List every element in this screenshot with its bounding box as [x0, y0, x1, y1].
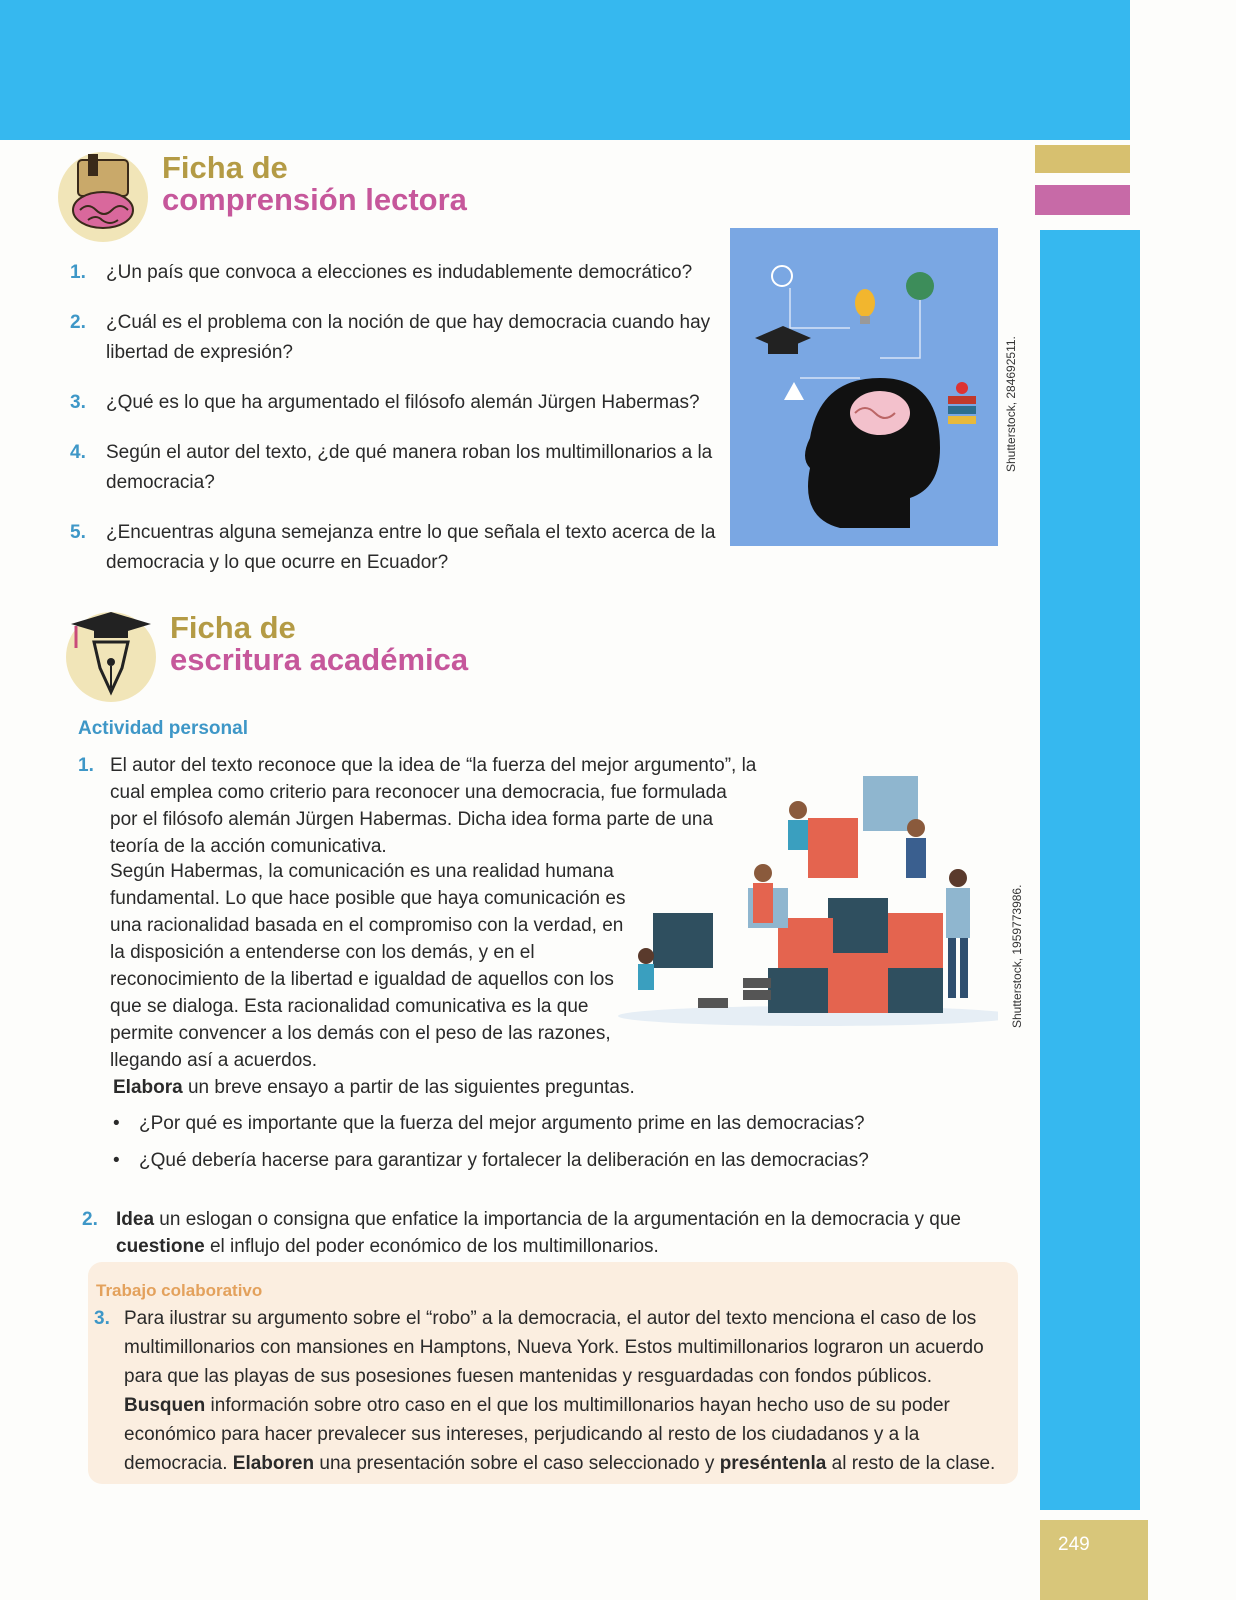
question-text: ¿Qué es lo que ha argumentado el filósofo alemán Jürgen Habermas? — [106, 392, 700, 413]
item-3-number: 3. — [94, 1308, 110, 1329]
item-1-instruction — [113, 1074, 813, 1101]
item-1-instruction-text: un breve ensayo a partir de las siguientes preguntas. — [182, 1077, 635, 1098]
puzzle-teamwork-illustration — [598, 748, 998, 1030]
question-item — [70, 258, 730, 288]
collaborative-work-label: Trabajo colaborativo — [96, 1281, 263, 1300]
question-item — [70, 308, 730, 368]
comprension-header — [58, 152, 467, 242]
image-credit: Shutterstock, 1959773986. — [1010, 884, 1024, 1028]
item-3-text-1: información sobre otro caso en el que los multimillonarios hayan hecho uso de su poder económico para hacer prevalecer sus intereses, perjudicando al resto de los ciudadanos y a la democracia. — [124, 1395, 950, 1474]
desk-globe-icon — [906, 272, 934, 300]
item-2-text-2: el influjo del poder económico de los multimillonarios. — [204, 1236, 659, 1257]
question-text: ¿Un país que convoca a elecciones es indudablemente democrático? — [106, 262, 693, 283]
question-text: Según el autor del texto, ¿de qué manera roban los multimillonarios a la democracia? — [106, 442, 713, 493]
essay-question-list — [113, 1110, 913, 1184]
comprension-question-list — [70, 258, 730, 598]
essay-question: ¿Qué debería hacerse para garantizar y fortalecer la deliberación en las democracias? — [139, 1150, 869, 1171]
essay-question: ¿Por qué es importante que la fuerza del mejor argumento prime en las democracias? — [139, 1113, 865, 1134]
escritura-title-line1: Ficha de — [170, 610, 296, 645]
list-item: • ¿Por qué es importante que la fuerza del mejor argumento prime en las democracias? — [113, 1110, 913, 1137]
item-1-instruction-verb: Elabora — [113, 1077, 183, 1098]
item-3-text-3: al resto de la clase. — [826, 1453, 996, 1474]
question-number: 4. — [70, 442, 86, 463]
item-1-paragraph-1: El autor del texto reconoce que la idea de “la fuerza del mejor argumento”, la cual emplea como criterio para reconocer una democracia, fue formulada por el filósofo alemán Jürgen Habermas. Dicha idea forma parte de una teoría de la acción comunicativa. — [110, 755, 757, 857]
item-3 — [94, 1304, 1010, 1478]
comprension-title-line1: Ficha de — [162, 150, 288, 185]
question-number: 3. — [70, 392, 86, 413]
list-item: • ¿Qué debería hacerse para garantizar y fortalecer la deliberación en las democracias? — [113, 1147, 913, 1174]
item-3-paragraph: Para ilustrar su argumento sobre el “robo” a la democracia, el autor del texto menciona el caso de los multimillonarios con mansiones en Hamptons, Nueva York. Estos multimillonarios lograron un acuerdo para que las playas de sus posesiones fuesen mantenidas y resguardadas con fondos públicos. — [124, 1308, 984, 1387]
item-2-text-1: un eslogan o consigna que enfatice la importancia de la argumentación en la democracia y que — [154, 1209, 961, 1230]
item-1-paragraph-2: Según Habermas, la comunicación es una realidad humana fundamental. Lo que hace posible que haya comunicación es una racionalidad basada en el compromiso con la verdad, en la disposición a entenderse con los demás, y en el reconocimiento de la libertad e igualdad de aquellos con los que se dialoga. Esta racionalidad comunicativa es la que permite convencer a los demás con el peso de las razones, llegando así a acuerdos. — [110, 861, 626, 1071]
question-number: 1. — [70, 262, 86, 283]
brain-icon — [850, 391, 910, 435]
section-tab-gold — [1035, 145, 1130, 173]
question-text: ¿Cuál es el problema con la noción de que hay democracia cuando hay libertad de expresión? — [106, 312, 711, 363]
books-icon — [948, 396, 976, 404]
question-item — [70, 438, 730, 498]
lightbulb-icon — [855, 289, 875, 317]
image-credit: Shutterstock, 284692511. — [1004, 336, 1018, 472]
pen-nib-icon — [66, 612, 156, 702]
item-2-verb-2: cuestione — [116, 1236, 205, 1257]
item-3-verb-1: Busquen — [124, 1395, 206, 1416]
question-item — [70, 388, 730, 418]
item-2-verb-1: Idea — [116, 1209, 155, 1230]
escritura-title-line2: escritura académica — [170, 642, 469, 677]
page-number: 249 — [1040, 1520, 1148, 1600]
top-color-band — [0, 0, 1130, 140]
item-2 — [82, 1206, 1022, 1260]
question-text: ¿Encuentras alguna semejanza entre lo que señala el texto acerca de la democracia y lo que ocurre en Ecuador? — [106, 522, 716, 573]
escritura-header — [66, 612, 468, 702]
activity-label: Actividad personal — [78, 718, 248, 739]
item-1-number: 1. — [78, 755, 94, 776]
right-color-strip — [1040, 230, 1140, 1510]
item-3-instructions — [124, 1391, 1010, 1478]
section-tab-pink — [1035, 185, 1130, 215]
question-number: 5. — [70, 522, 86, 543]
knowledge-head-illustration — [730, 228, 998, 546]
question-item — [70, 518, 730, 578]
item-2-number: 2. — [82, 1209, 98, 1230]
book-brain-icon — [58, 152, 148, 242]
flask-icon — [784, 382, 804, 400]
question-number: 2. — [70, 312, 86, 333]
comprension-title-line2: comprensión lectora — [162, 182, 467, 217]
globe-icon — [772, 266, 792, 286]
item-3-text-2: una presentación sobre el caso seleccionado y — [314, 1453, 720, 1474]
item-3-verb-3: preséntenla — [719, 1453, 827, 1474]
item-3-verb-2: Elaboren — [232, 1453, 315, 1474]
